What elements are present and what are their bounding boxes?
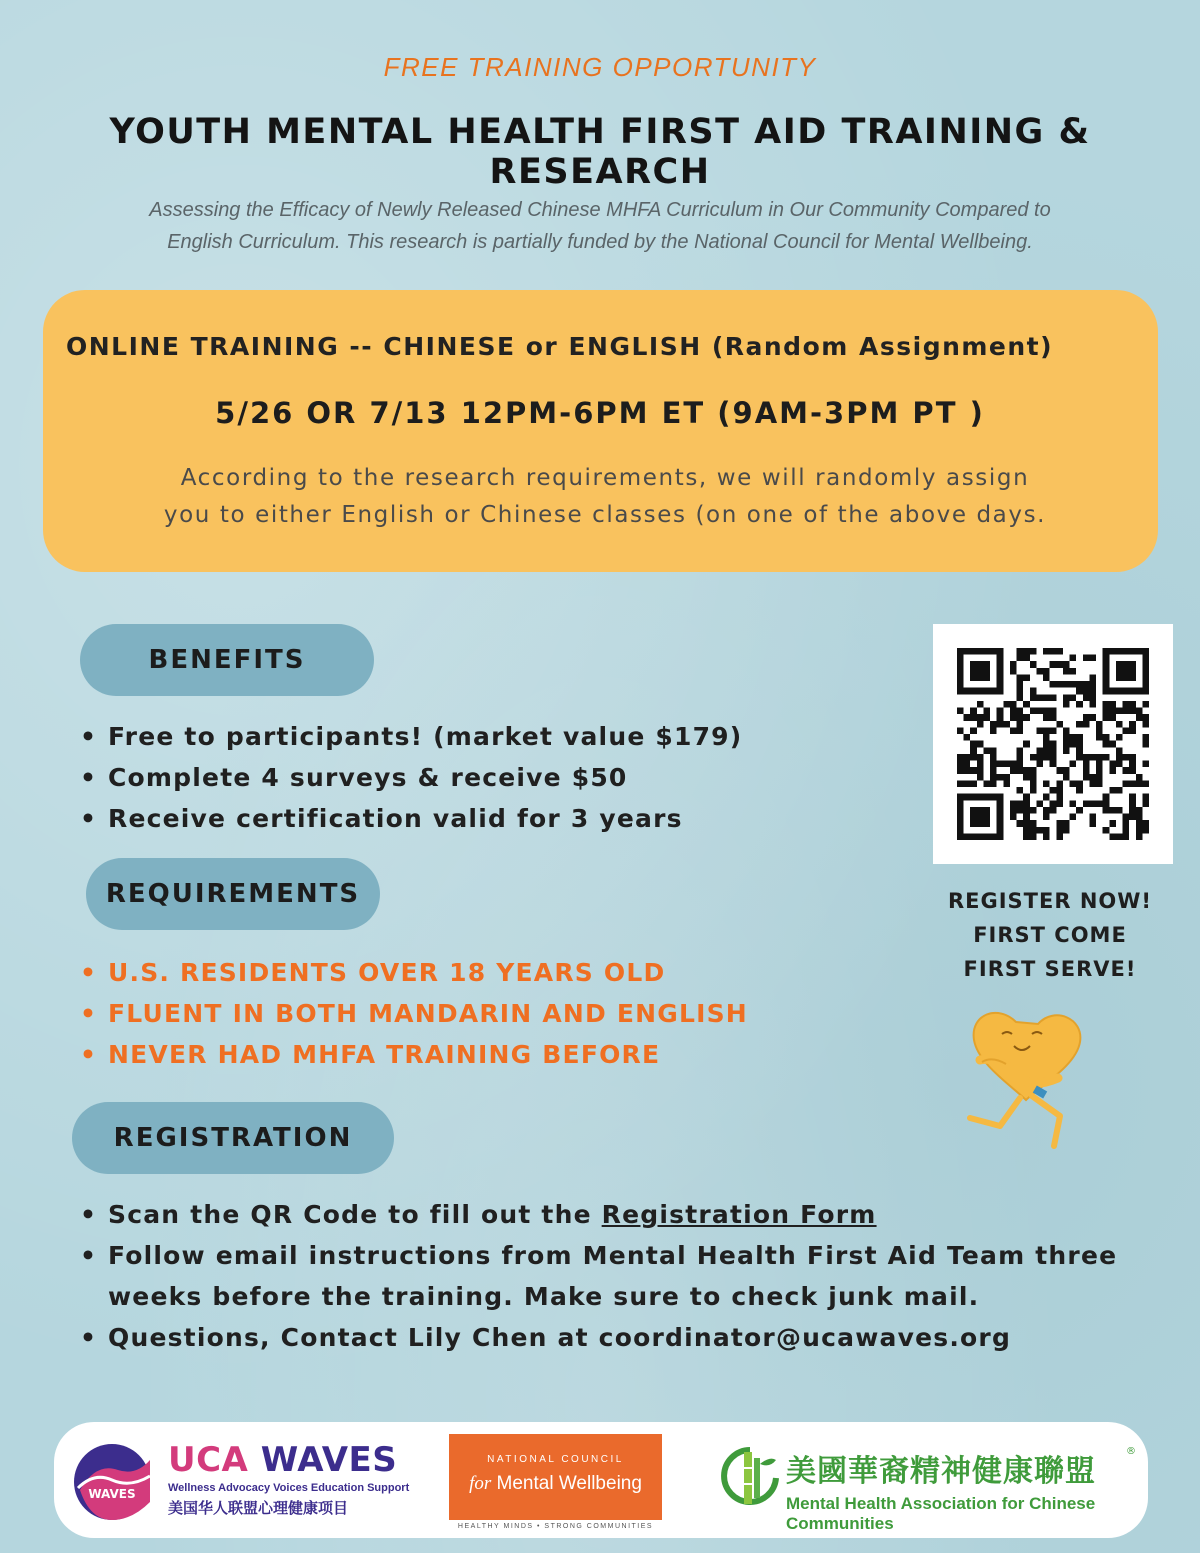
uca-name-part-a: UCA: [168, 1440, 249, 1480]
nc-top-text: NATIONAL COUNCIL: [487, 1454, 624, 1465]
qr-code-icon: [957, 648, 1149, 840]
list-item: [78, 1194, 1118, 1235]
registration-step-text: Scan the QR Code to fill out the: [108, 1200, 602, 1229]
cta-line-3: FIRST SERVE!: [963, 957, 1137, 981]
subtitle: [40, 194, 1160, 258]
svg-text:WAVES: WAVES: [88, 1487, 136, 1501]
benefits-heading: BENEFITS: [80, 624, 374, 696]
requirements-list: [78, 952, 918, 1075]
registered-mark: ®: [1126, 1446, 1136, 1457]
training-dates: 5/26 OR 7/13 12PM-6PM ET (9AM-3PM PT ): [215, 396, 985, 430]
mhacc-english-name: Mental Health Association for Chinese Communities: [786, 1494, 1096, 1533]
list-item: • FLUENT IN BOTH MANDARIN AND ENGLISH: [78, 993, 918, 1034]
nc-wellbeing-text: Mental Wellbeing: [491, 1473, 642, 1494]
list-item: • Free to participants! (market value $179): [78, 716, 898, 757]
qr-code[interactable]: [933, 624, 1173, 864]
requirements-heading: REQUIREMENTS: [86, 858, 380, 930]
nc-tagline: HEALTHY MINDS • STRONG COMMUNITIES: [457, 1523, 654, 1530]
bamboo-logo-icon: [720, 1444, 780, 1510]
list-item: • NEVER HAD MHFA TRAINING BEFORE: [78, 1034, 918, 1075]
benefits-list: [78, 716, 898, 839]
page-title: YOUTH MENTAL HEALTH FIRST AID TRAINING & RESEARCH: [109, 112, 1091, 192]
training-note-line-2: you to either English or Chinese classes (on one of the above days.: [163, 502, 1047, 528]
register-now-callout: [940, 884, 1160, 986]
registration-form-link[interactable]: Registration Form: [601, 1200, 877, 1229]
list-item: • Questions, Contact Lily Chen at coordinator@ucawaves.org: [78, 1317, 1118, 1358]
training-format: ONLINE TRAINING -- CHINESE or ENGLISH (Random Assignment): [66, 332, 1054, 361]
uca-name-part-b: WAVES: [248, 1440, 398, 1480]
subtitle-line-2: English Curriculum. This research is partially funded by the National Council for Mental Wellbeing.: [167, 231, 1033, 253]
uca-waves-tagline: Wellness Advocacy Voices Education Support: [168, 1482, 410, 1494]
registration-list: [78, 1194, 1118, 1358]
list-item: • Complete 4 surveys & receive $50: [78, 757, 898, 798]
list-item: • Follow email instructions from Mental Health First Aid Team three weeks before the training. Make sure to check junk mail.: [78, 1235, 1118, 1317]
uca-waves-logo-icon: [72, 1442, 158, 1522]
uca-waves-chinese-name: 美国华人联盟心理健康项目: [168, 1499, 349, 1517]
cta-line-1: REGISTER NOW!: [947, 889, 1152, 913]
training-note-line-1: According to the research requirements, we will randomly assign: [180, 465, 1030, 491]
list-item: • Receive certification valid for 3 years: [78, 798, 898, 839]
training-note: [90, 460, 1120, 534]
registration-heading: REGISTRATION: [72, 1102, 394, 1174]
nc-bottom-text: [449, 1473, 662, 1495]
subtitle-line-1: Assessing the Efficacy of Newly Released Chinese MHFA Curriculum in Our Community Compared to: [149, 199, 1051, 221]
eyebrow-text: FREE TRAINING OPPORTUNITY: [383, 52, 817, 82]
national-council-logo: [449, 1434, 662, 1520]
uca-waves-name: [168, 1440, 397, 1480]
cta-line-2: FIRST COME: [973, 923, 1127, 947]
list-item: • U.S. RESIDENTS OVER 18 YEARS OLD: [78, 952, 918, 993]
heart-mascot-icon: [958, 1000, 1098, 1150]
nc-for-text: for: [469, 1473, 492, 1494]
mhacc-chinese-name: 美國華裔精神健康聯盟: [786, 1454, 1096, 1489]
